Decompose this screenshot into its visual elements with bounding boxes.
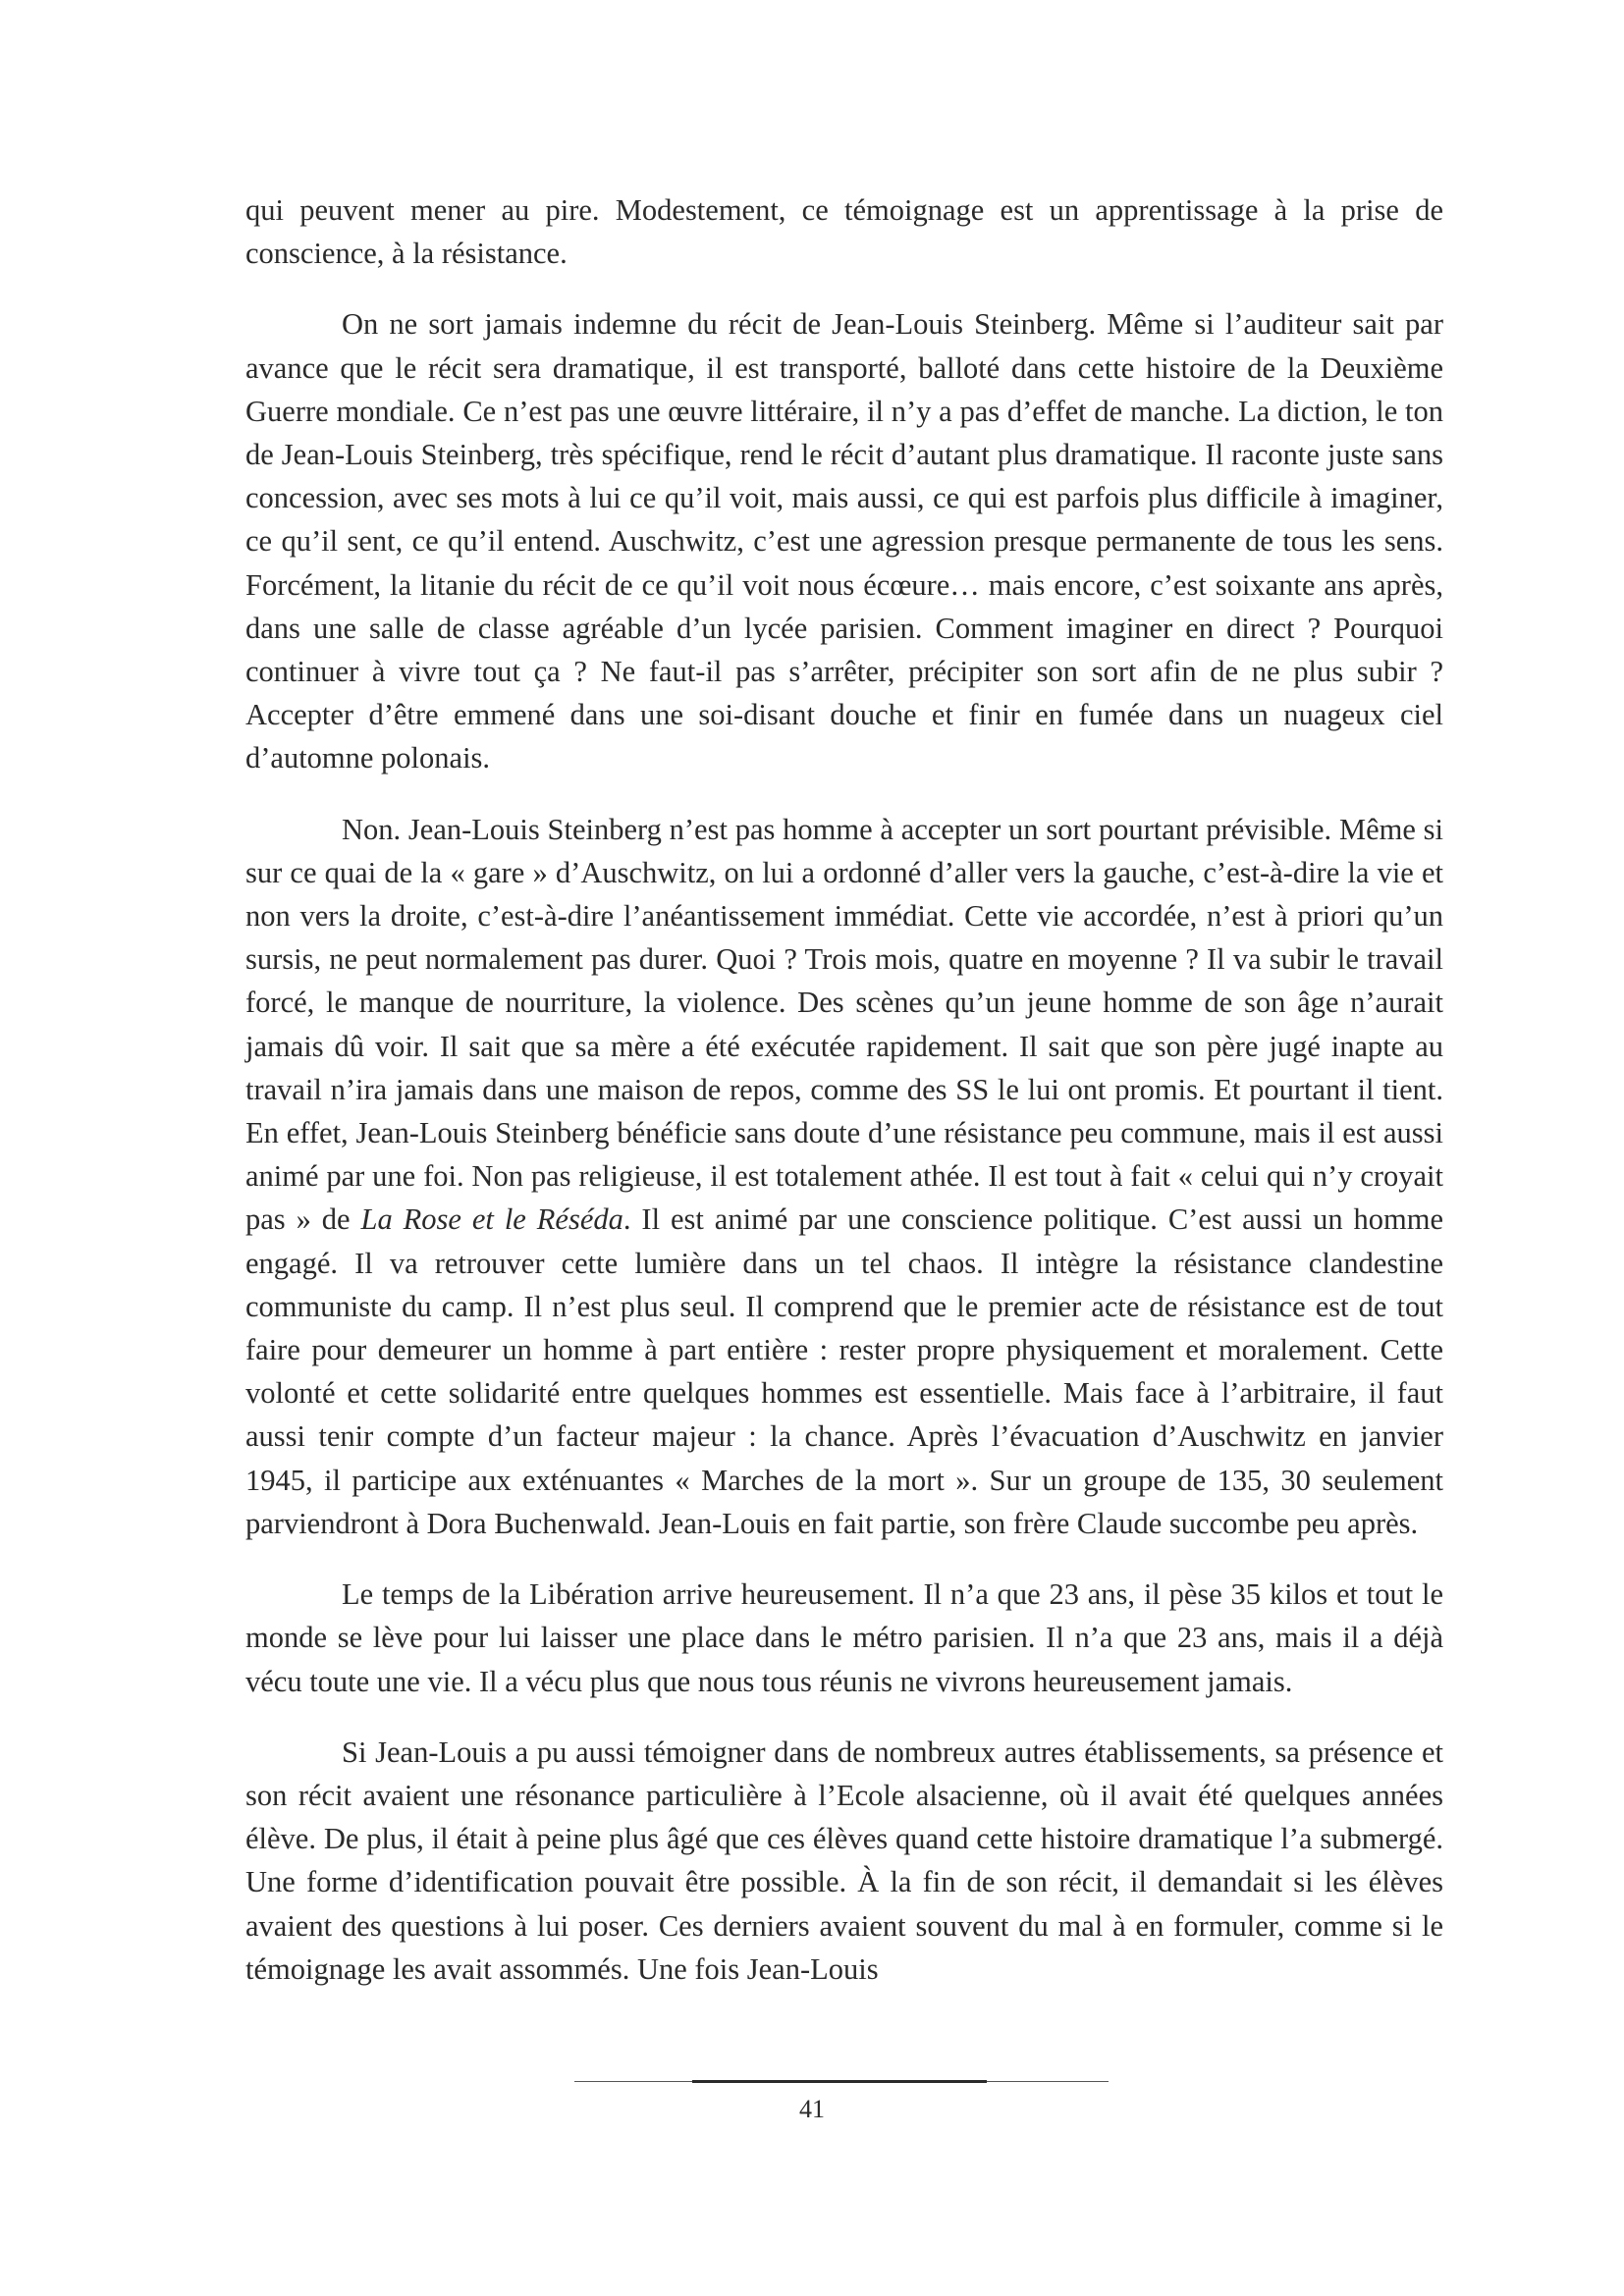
paragraph-4 <box>245 1573 1443 1703</box>
text-segment: Le temps de la Libération arrive heureusement. Il n’a que 23 ans, il pèse 35 kilos et tout le monde se lève pour lui laisser une place dans le métro parisien. Il n’a que 23 ans, mais il a déjà vécu toute une vie. Il a vécu plus que nous tous réunis ne vivrons heureusement jamais. <box>245 1577 1443 1698</box>
text-segment: . Il est animé par une conscience politique. C’est aussi un homme engagé. Il va retrouver cette lumière dans un tel chaos. Il intègre la résistance clandestine communiste du camp. Il n’est plus seul. Il comprend que le premier acte de résistance est de tout faire pour demeurer un homme à part entière : rester propre physiquement et moralement. Cette volonté et cette solidarité entre quelques hommes est essentielle. Mais face à l’arbitraire, il faut aussi tenir compte d’un facteur majeur : la chance. Après l’évacuation d’Auschwitz en janvier 1945, il participe aux exténuantes « Marches de la mort ». Sur un groupe de 135, 30 seulement parviendront à Dora Buchenwald. Jean-Louis en fait partie, son frère Claude succombe peu après. <box>245 1202 1443 1540</box>
text-segment: Si Jean-Louis a pu aussi témoigner dans de nombreux autres établissements, sa présence et son récit avaient une résonance particulière à l’Ecole alsacienne, où il avait été quelques années élève. De plus, il était à peine plus âgé que ces élèves quand cette histoire dramatique l’a submergé. Une forme d’identification pouvait être possible. À la fin de son récit, il demandait si les élèves avaient des questions à lui poser. Ces derniers avaient souvent du mal à en formuler, comme si le témoignage les avait assommés. Une fois Jean-Louis <box>245 1735 1443 1986</box>
footer-divider-accent <box>692 2080 987 2083</box>
paragraph-2 <box>245 302 1443 779</box>
page-number: 41 <box>799 2095 825 2123</box>
paragraph-1 <box>245 188 1443 275</box>
text-segment: qui peuvent mener au pire. Modestement, ce témoignage est un apprentissage à la prise de conscience, à la résistance. <box>245 193 1443 271</box>
italic-title: La Rose et le Réséda <box>360 1202 623 1237</box>
paragraph-5 <box>245 1731 1443 1991</box>
paragraph-3 <box>245 808 1443 1545</box>
text-segment: On ne sort jamais indemne du récit de Jean-Louis Steinberg. Même si l’auditeur sait par avance que le récit sera dramatique, il est transporté, balloté dans cette histoire de la Deuxième Guerre mondiale. Ce n’est pas une œuvre littéraire, il n’y a pas d’effet de manche. La diction, le ton de Jean-Louis Steinberg, très spécifique, rend le récit d’autant plus dramatique. Il raconte juste sans concession, avec ses mots à lui ce qu’il voit, mais aussi, ce qui est parfois plus difficile à imaginer, ce qu’il sent, ce qu’il entend. Auschwitz, c’est une agression presque permanente de tous les sens. Forcément, la litanie du récit de ce qu’il voit nous écœure… mais encore, c’est soixante ans après, dans une salle de classe agréable d’un lycée parisien. Comment imaginer en direct ? Pourquoi continuer à vivre tout ça ? Ne faut-il pas s’arrêter, précipiter son sort afin de ne plus subir ? Accepter d’être emmené dans une soi-disant douche et finir en fumée dans un nuageux ciel d’automne polonais. <box>245 307 1443 775</box>
document-body <box>245 188 1443 2018</box>
text-segment: Non. Jean-Louis Steinberg n’est pas homme à accepter un sort pourtant prévisible. Même si sur ce quai de la « gare » d’Auschwitz, on lui a ordonné d’aller vers la gauche, c’est-à-dire la vie et non vers la droite, c’est-à-dire l’anéantissement immédiat. Cette vie accordée, n’est à priori qu’un sursis, ne peut normalement pas durer. Quoi ? Trois mois, quatre en moyenne ? Il va subir le travail forcé, le manque de nourriture, la violence. Des scènes qu’un jeune homme de son âge n’aurait jamais dû voir. Il sait que sa mère a été exécutée rapidement. Il sait que son père jugé inapte au travail n’ira jamais dans une maison de repos, comme des SS le lui ont promis. Et pourtant il tient. En effet, Jean-Louis Steinberg bénéficie sans doute d’une résistance peu commune, mais il est aussi animé par une foi. Non pas religieuse, il est totalement athée. Il est tout à fait « celui qui n’y croyait pas » de <box>245 812 1443 1237</box>
